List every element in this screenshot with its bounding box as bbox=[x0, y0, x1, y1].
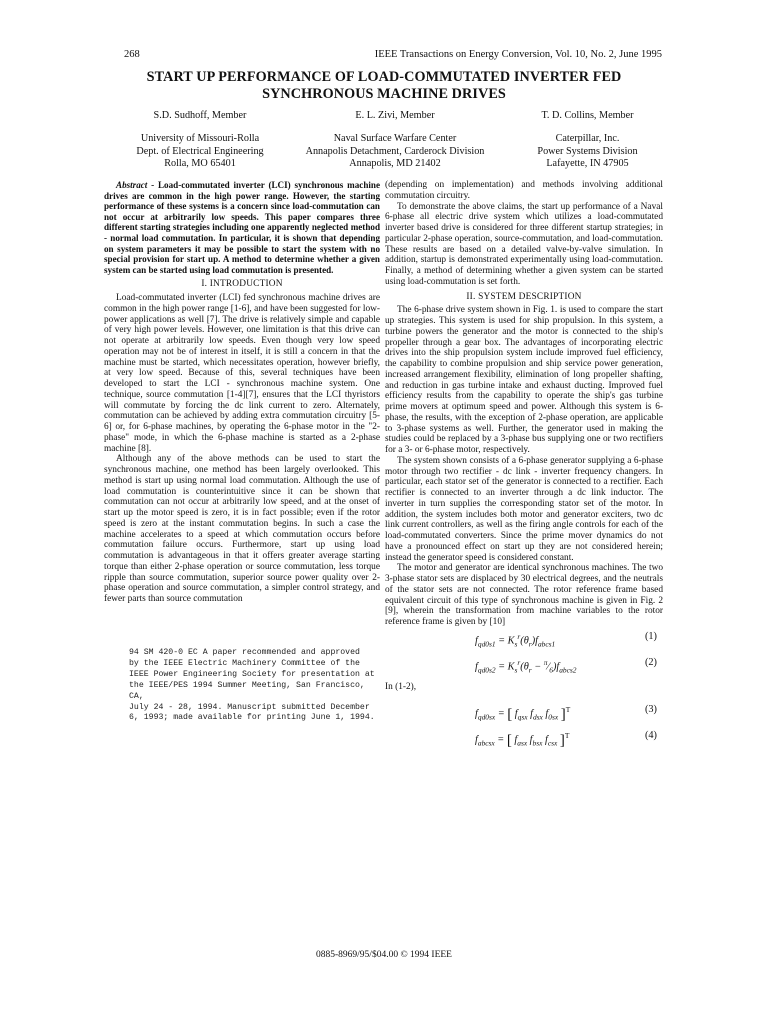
right-paragraph-1: To demonstrate the above claims, the start up performance of a Naval 6-phase all electric drive system which utilizes a load-commutated inverter based drive is considered for three different startup strategies; in particular 2-phase operation, source-commutation, and load-commutation. These results are based on a detailed valve-by-valve simulation. In addition, startup is demonstrated experimentally using load-commutation. Finally, a method of determining whether a given system can be started using load-commutation is set forth. bbox=[385, 201, 663, 287]
author-affiliation: University of Missouri-Rolla bbox=[140, 133, 260, 145]
equation-2 bbox=[385, 654, 663, 680]
equation-lead-in: In (1-2), bbox=[385, 681, 417, 692]
right-paragraph-0: (depending on implementation) and methods involving additional commutation circuitry. bbox=[385, 180, 663, 201]
author-affiliation: Naval Surface Warfare Center bbox=[333, 133, 457, 145]
page-number: 268 bbox=[124, 49, 140, 60]
copyright-line: 0885-8969/95/$04.00 © 1994 IEEE bbox=[316, 950, 452, 960]
author-affiliation: Caterpillar, Inc. bbox=[555, 133, 620, 145]
equation-4-expression: $f_{abcsx}$ = [ $f_{asx}$ $f_{bsx}$ $f_{csx}$ ]$^T$ bbox=[475, 730, 570, 748]
system-paragraph-1: The 6-phase drive system shown in Fig. 1. is used to compare the start up strategies. This system is used for ship propulsion. In this system, a turbine powers the generator and the motor is connected to the ship's propeller through a gear box. The advantages of incorporating electric drives into the ship propulsion system include improved fuel efficiency, the capability to combine propulsion and ship service power generation, increased arrangement flexibility, elimination of long propeller shafting, and reduction in gas turbine intake and exhaust ducting. Improved fuel efficiency results from the capability to operate the ship's gas turbine prime movers at optimum speed and power. Although this system is 6-phase, the results, with the exception of 2-phase operation, are applicable to 3-phase systems as well. Further, the generator used in making the studies could be replaced by a 3-phase bus supplying one or two rectifiers for a 3- or 6-phase motor, respectively. bbox=[385, 305, 663, 455]
author-name: T. D. Collins, Member bbox=[541, 110, 634, 121]
equation-3 bbox=[385, 701, 663, 727]
abstract bbox=[104, 180, 380, 275]
left-column bbox=[104, 180, 380, 605]
section-heading-system-description: II. SYSTEM DESCRIPTION bbox=[466, 291, 582, 302]
author-block bbox=[110, 110, 670, 180]
intro-paragraph-2: Although any of the above methods can be used to start the synchronous machine, one method has been largely overlooked. This method is start up using normal load commutation. Although the use of load commutation is counterintuitive since it can be shown that commutation can not occur at arbitrarily low speed, and at the onset of start up the motor speed is zero, it is in fact possible; even if the rotor speed is zero at the instant commutation begins. In such a case the machine accelerates to a speed at which commutation occurs before commutation failure occurs. Furthermore, start up using load commutation is advantageous in that it offers greater average starting torque than either 2-phase operation or source commutation, less torque ripple than source commutation, superior source power quality over 2-phase operation and source commutation, a simpler control strategy, and fewer parts than source commutation bbox=[104, 454, 380, 605]
author-department: Dept. of Electrical Engineering bbox=[136, 145, 264, 157]
section-heading-introduction: I. INTRODUCTION bbox=[201, 279, 283, 290]
equation-4-number: (4) bbox=[644, 729, 657, 741]
equation-1-expression: $f_{qd0s1} = K_s^r(\theta_r)f_{abcs1}$ bbox=[475, 631, 556, 649]
paper-title-line-1: START UP PERFORMANCE OF LOAD-COMMUTATED INVERTER FED bbox=[146, 69, 622, 85]
author-department: Power Systems Division bbox=[537, 145, 638, 157]
equation-3-number: (3) bbox=[644, 703, 657, 715]
author-name: S.D. Sudhoff, Member bbox=[153, 110, 247, 121]
paper-title-line-2: SYNCHRONOUS MACHINE DRIVES bbox=[262, 86, 506, 102]
system-paragraph-2: The system shown consists of a 6-phase generator supplying a 6-phase motor through two rectifier - dc link - inverter frequency changers. In particular, each stator set of the generator is connected to a rectifier. Each rectifier is connected to an inverter through a dc link inductor. The inverter in turn supplies the corresponding stator set of the motor. In addition, the system includes both motor and generator exciters, two dc link current controllers, as well as the firing angle controls for each of the load-commutated converters. Since the prime mover dynamics do not have a pronounced effect on start up they are not considered herein; instead the generator speed is considered constant. bbox=[385, 455, 663, 563]
author-1 bbox=[110, 110, 290, 171]
equation-3-expression: $f_{qd0sx}$ = [ $f_{qsx}$ $f_{dsx}$ $f_{0sx}$ ]$^T$ bbox=[475, 704, 571, 722]
equation-1-number: (1) bbox=[644, 630, 657, 642]
author-address: Lafayette, IN 47905 bbox=[546, 158, 629, 170]
author-name: E. L. Zivi, Member bbox=[355, 110, 435, 121]
abstract-text: - Load-commutated inverter (LCI) synchronous machine drives are common in the high power range. However, the starting performance of these systems is a concern since load-commutation can not occur at arbitrarily low speeds. This paper compares three different starting strategies including one apparently neglected method - normal load commutation. In particular, it is shown that depending on system parameters it may be possible to start the system with no special provision for start up. A method to determine whether a given system can be started using load commutation is presented. bbox=[104, 180, 380, 275]
equation-2-number: (2) bbox=[644, 656, 657, 668]
footnote: 94 SM 420-0 EC A paper recommended and approved by the IEEE Electric Machinery Committee of the IEEE Power Engineering Society for presentation at the IEEE/PES 1994 Summer Meeting, San Francisco, CA, July 24 - 28, 1994. Manuscript submitted December 6, 1993; made available for printing June 1, 1994. bbox=[129, 648, 375, 723]
equation-1 bbox=[385, 628, 663, 654]
author-address: Annapolis, MD 21402 bbox=[349, 158, 441, 170]
journal-header: IEEE Transactions on Energy Conversion, Vol. 10, No. 2, June 1995 bbox=[374, 49, 662, 60]
intro-paragraph-1: Load-commutated inverter (LCI) fed synchronous machine drives are common in the high power range [1-6], and have been suggested for low-power applications as well [7]. The drive is relatively simple and capable of very high power levels. However, one limitation is that this drive can not operate at arbitrarily low speeds. Even though very low speed operation may not be of interest in itself, it is still a concern in that the machine must be started, which necessitates operation, however briefly, at very low speed. Because of this, several techniques have been developed to start the LCI - synchronous machine system. One technique, source commutation [1-4][7], ensures that the LCI thyristors will commutate by forcing the dc link current to zero. Alternately, commutation can be achieved by adding extra commutation circuitry [5-6] or, for 6-phase machines, by operating the 6-phase motor in the "2-phase" mode, in which the 6-phase machine is started as a 2-phase machine [8]. bbox=[104, 293, 380, 454]
author-2 bbox=[290, 110, 500, 171]
equation-2-expression: $f_{qd0s2} = K_s^r(\theta_r$ − $^\pi⁄_6)f_{abcs2}$ bbox=[475, 657, 577, 675]
equation-4 bbox=[385, 727, 663, 753]
author-3 bbox=[505, 110, 670, 171]
author-address: Rolla, MO 65401 bbox=[164, 158, 236, 170]
abstract-label: Abstract bbox=[116, 180, 148, 190]
author-department: Annapolis Detachment, Carderock Division bbox=[305, 145, 485, 157]
system-paragraph-3: The motor and generator are identical synchronous machines. The two 3-phase stator sets are displaced by 30 electrical degrees, and the neutrals of the stator sets are not connected. The rotor reference frame based equivalent circuit of this type of synchronous machine is given in Fig. 2 [9], wherein the transformation from machine variables to the rotor reference frame is given by [10] bbox=[385, 563, 663, 627]
right-column bbox=[385, 180, 663, 753]
